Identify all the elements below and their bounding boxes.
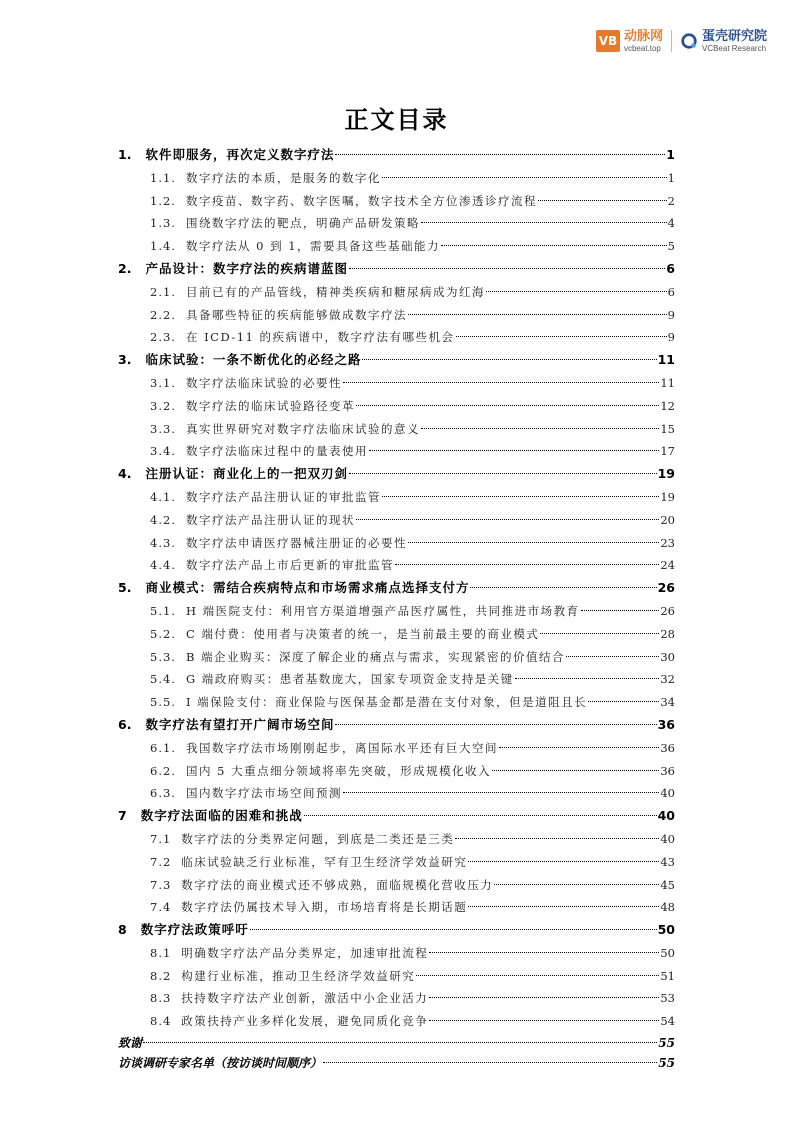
toc-leader-dots [581, 610, 660, 611]
toc-entry-title: B 端企业购买：深度了解企业的痛点与需求，实现紧密的价值结合 [185, 649, 566, 664]
toc-section[interactable] [118, 395, 675, 418]
research-logo-cn: 蛋壳研究院 [701, 28, 767, 44]
toc-entry-title: 软件即服务，再次定义数字疗法 [145, 147, 335, 162]
toc-chapter[interactable] [118, 577, 675, 600]
toc-entry-number: 7.2 [150, 854, 172, 869]
toc-leader-dots [395, 564, 659, 565]
toc-entry-number: 6.2. [150, 763, 176, 778]
toc-section[interactable] [118, 167, 675, 190]
toc-entry-title: 产品设计：数字疗法的疾病谱蓝图 [145, 260, 348, 276]
toc-entry-title: 数字疗法的本质，是服务的数字化 [185, 170, 381, 185]
toc-section[interactable] [118, 440, 675, 463]
toc-leader-dots [349, 268, 665, 269]
toc-entry-title: 具备哪些特征的疾病能够做成数字疗法 [185, 307, 407, 322]
toc-entry-number: 5.5. [150, 695, 176, 710]
toc-entry-number: 2. [118, 260, 132, 276]
toc-leader-dots [421, 428, 659, 429]
table-of-contents [118, 144, 675, 1073]
toc-page-number: 36 [660, 740, 675, 755]
toc-entry-number: 2.1. [150, 284, 176, 299]
toc-section[interactable] [118, 212, 675, 235]
toc-chapter[interactable] [118, 144, 675, 167]
toc-chapter[interactable] [118, 463, 675, 486]
toc-entry-number: 1.3. [150, 216, 176, 231]
toc-chapter[interactable] [118, 714, 675, 737]
toc-page-number: 19 [657, 466, 675, 482]
toc-entry-title: 访谈调研专家名单（按访谈时间顺序） [118, 1056, 323, 1071]
toc-leader-dots [429, 952, 659, 953]
toc-entry-title: 扶持数字疗法产业创新，激活中小企业活力 [181, 991, 429, 1006]
toc-page-number: 1 [666, 147, 675, 162]
toc-leader-dots [250, 929, 657, 930]
toc-page-number: 43 [660, 854, 675, 869]
toc-entry-number: 7.3 [150, 877, 172, 892]
toc-entry-number: 1.2. [150, 193, 176, 208]
toc-section[interactable] [118, 737, 675, 760]
toc-section[interactable] [118, 532, 675, 555]
toc-page-number: 50 [657, 922, 675, 938]
toc-appendix[interactable] [118, 1033, 675, 1053]
toc-page-number: 50 [660, 945, 675, 960]
toc-leader-dots [566, 656, 659, 657]
toc-page-number: 19 [660, 489, 675, 504]
toc-entry-number: 3. [118, 352, 132, 368]
toc-page-number: 20 [660, 512, 675, 527]
toc-page-number: 11 [660, 375, 675, 390]
toc-entry-title: 致谢 [118, 1036, 143, 1051]
toc-entry-title: 临床试验缺乏行业标准，罕有卫生经济学效益研究 [181, 854, 468, 869]
toc-page-number: 28 [660, 626, 675, 641]
toc-entry-title: 数字疗法的商业模式还不够成熟，面临规模化营收压力 [181, 877, 494, 892]
toc-page-number: 34 [660, 695, 675, 710]
toc-entry-title: 数字疗法临床试验的必要性 [185, 375, 342, 390]
toc-page-number: 30 [660, 649, 675, 664]
toc-section[interactable] [118, 782, 675, 805]
toc-entry-number: 5.3. [150, 649, 176, 664]
toc-leader-dots [456, 336, 667, 337]
toc-leader-dots [343, 382, 659, 383]
toc-page-number: 55 [658, 1036, 675, 1051]
toc-leader-dots [499, 747, 659, 748]
toc-entry-number: 5. [118, 580, 132, 596]
toc-leader-dots [143, 1042, 657, 1043]
toc-entry-number: 1.1. [150, 170, 176, 185]
toc-leader-dots [492, 770, 659, 771]
toc-entry-title: 数字疗法面临的困难和挑战 [140, 808, 303, 824]
toc-leader-dots [323, 1062, 657, 1063]
toc-leader-dots [416, 975, 659, 976]
toc-page-number: 48 [660, 900, 675, 915]
toc-entry-number: 2.3. [150, 330, 176, 345]
toc-entry-number: 7 [118, 808, 127, 824]
toc-leader-dots [588, 701, 659, 702]
toc-page-number: 45 [660, 877, 675, 892]
toc-entry-title: 在 ICD-11 的疾病谱中，数字疗法有哪些机会 [185, 330, 455, 345]
toc-entry-number: 8.3 [150, 991, 172, 1006]
toc-entry-number: 3.1. [150, 375, 176, 390]
toc-entry-title: 数字疗法的分类界定问题，到底是二类还是三类 [181, 831, 455, 846]
toc-section[interactable] [118, 987, 675, 1010]
toc-entry-title: 目前已有的产品管线，精神类疾病和糖尿病成为红海 [185, 284, 485, 299]
toc-entry-title: 数字疗法仍属技术导入期，市场培育将是长期话题 [181, 900, 468, 915]
toc-leader-dots [468, 906, 659, 907]
vcbeat-logo-en: vcbeat.top [623, 43, 661, 53]
vcbeat-logo-cn: 动脉网 [623, 28, 663, 44]
logo-divider [671, 30, 672, 52]
toc-section[interactable] [118, 418, 675, 441]
toc-leader-dots [382, 177, 667, 178]
toc-leader-dots [335, 154, 665, 155]
toc-entry-title: 数字疗法申请医疗器械注册证的必要性 [185, 535, 407, 550]
toc-page-number: 32 [660, 672, 675, 687]
toc-entry-title: H 端医院支付：利用官方渠道增强产品医疗属性，共同推进市场教育 [185, 603, 580, 618]
toc-leader-dots [538, 200, 667, 201]
toc-leader-dots [382, 496, 659, 497]
toc-section[interactable] [118, 691, 675, 714]
toc-section[interactable] [118, 760, 675, 783]
toc-entry-title: 数字疗法从 0 到 1，需要具备这些基础能力 [185, 239, 441, 254]
toc-leader-dots [408, 314, 667, 315]
toc-entry-title: 数字疫苗、数字药、数字医嘱，数字技术全方位渗透诊疗流程 [185, 193, 537, 208]
toc-page-number: 54 [660, 1014, 675, 1029]
toc-entry-title: 政策扶持产业多样化发展，避免同质化竞争 [181, 1014, 429, 1029]
toc-leader-dots [429, 997, 659, 998]
toc-entry-title: 数字疗法产品上市后更新的审批监管 [185, 558, 394, 573]
toc-page-number: 55 [658, 1056, 675, 1071]
toc-section[interactable] [118, 646, 675, 669]
toc-chapter[interactable] [118, 258, 675, 281]
page-title: 正文目录 [344, 105, 449, 134]
toc-section[interactable] [118, 623, 675, 646]
toc-section[interactable] [118, 326, 675, 349]
toc-section[interactable] [118, 668, 675, 691]
toc-entry-number: 6.3. [150, 786, 176, 801]
toc-leader-dots [408, 542, 659, 543]
toc-page-number: 40 [660, 831, 675, 846]
toc-chapter[interactable] [118, 349, 675, 372]
toc-section[interactable] [118, 190, 675, 213]
toc-section[interactable] [118, 851, 675, 874]
toc-leader-dots [486, 291, 667, 292]
toc-entry-title: 数字疗法临床过程中的量表使用 [185, 444, 368, 459]
toc-leader-dots [429, 1020, 659, 1021]
toc-page-number: 53 [660, 991, 675, 1006]
toc-entry-title: 数字疗法政策呼吁 [140, 922, 249, 938]
vcbeat-logo [596, 30, 663, 53]
toc-leader-dots [468, 861, 659, 862]
toc-leader-dots [441, 245, 667, 246]
toc-entry-number: 5.2. [150, 626, 176, 641]
toc-entry-number: 8 [118, 922, 127, 938]
toc-appendix[interactable] [118, 1053, 675, 1073]
toc-entry-title: 注册认证：商业化上的一把双刃剑 [145, 466, 348, 482]
toc-section[interactable] [118, 1010, 675, 1033]
toc-page-number: 9 [667, 307, 675, 322]
toc-entry-title: 明确数字疗法产品分类界定，加速审批流程 [181, 945, 429, 960]
toc-page-number: 36 [660, 763, 675, 778]
toc-entry-number: 3.4. [150, 444, 176, 459]
toc-page-number: 40 [657, 808, 675, 824]
vb-logo-icon: VB [596, 30, 620, 52]
toc-leader-dots [470, 587, 656, 588]
toc-page-number: 4 [667, 216, 675, 231]
toc-entry-number: 4.3. [150, 535, 176, 550]
toc-leader-dots [356, 519, 659, 520]
toc-page-number: 6 [666, 260, 675, 276]
toc-page-number: 1 [667, 170, 675, 185]
header-logos [596, 26, 767, 56]
toc-entry-title: G 端政府购买：患者基数庞大，国家专项资金支持是关键 [185, 672, 514, 687]
toc-entry-number: 6.1. [150, 740, 176, 755]
toc-section[interactable] [118, 874, 675, 897]
toc-chapter[interactable] [118, 919, 675, 942]
toc-section[interactable] [118, 235, 675, 258]
toc-section[interactable] [118, 600, 675, 623]
toc-page-number: 9 [667, 330, 675, 345]
toc-entry-number: 3.3. [150, 421, 176, 436]
toc-leader-dots [304, 815, 657, 816]
toc-leader-dots [362, 359, 656, 360]
toc-entry-title: C 端付费：使用者与决策者的统一，是当前最主要的商业模式 [185, 626, 540, 641]
toc-page-number: 6 [667, 284, 675, 299]
toc-entry-title: 国内 5 大重点细分领域将率先突破，形成规模化收入 [185, 763, 492, 778]
toc-leader-dots [494, 884, 659, 885]
toc-page-number: 12 [660, 398, 675, 413]
toc-section[interactable] [118, 281, 675, 304]
toc-entry-number: 3.2. [150, 398, 176, 413]
toc-entry-number: 6. [118, 716, 132, 732]
toc-entry-title: 我国数字疗法市场刚刚起步，离国际水平还有巨大空间 [185, 740, 498, 755]
toc-leader-dots [421, 222, 667, 223]
toc-entry-title: I 端保险支付：商业保险与医保基金都是潜在支付对象，但是道阻且长 [185, 695, 588, 710]
toc-entry-number: 7.4 [150, 900, 172, 915]
toc-page-number: 23 [660, 535, 675, 550]
toc-entry-title: 商业模式：需结合疾病特点和市场需求痛点选择支付方 [145, 580, 470, 596]
toc-section[interactable] [118, 942, 675, 965]
toc-leader-dots [540, 633, 659, 634]
toc-page-number: 24 [660, 558, 675, 573]
toc-entry-number: 7.1 [150, 831, 172, 846]
toc-page-number: 36 [657, 716, 675, 732]
toc-entry-number: 4.4. [150, 558, 176, 573]
egg-logo-icon [680, 32, 698, 50]
toc-leader-dots [335, 724, 656, 725]
vcbeat-research-logo [680, 30, 767, 53]
toc-entry-title: 真实世界研究对数字疗法临床试验的意义 [185, 421, 420, 436]
toc-leader-dots [343, 792, 659, 793]
toc-leader-dots [349, 473, 657, 474]
toc-entry-number: 5.1. [150, 603, 176, 618]
toc-page-number: 26 [660, 603, 675, 618]
toc-section[interactable] [118, 965, 675, 988]
toc-entry-number: 8.1 [150, 945, 172, 960]
toc-entry-title: 数字疗法有望打开广阔市场空间 [145, 716, 335, 732]
toc-entry-number: 8.2 [150, 968, 172, 983]
toc-leader-dots [369, 450, 659, 451]
toc-entry-title: 构建行业标准，推动卫生经济学效益研究 [181, 968, 416, 983]
toc-leader-dots [356, 405, 659, 406]
research-logo-en: VCBeat Research [701, 43, 767, 53]
toc-section[interactable] [118, 554, 675, 577]
toc-page-number: 26 [657, 580, 675, 596]
toc-entry-number: 1. [118, 147, 132, 162]
toc-section[interactable] [118, 372, 675, 395]
toc-entry-number: 4.1. [150, 489, 176, 504]
toc-entry-number: 4.2. [150, 512, 176, 527]
toc-leader-dots [455, 838, 659, 839]
toc-page-number: 2 [667, 193, 675, 208]
toc-entry-title: 数字疗法产品注册认证的审批监管 [185, 489, 381, 504]
toc-chapter[interactable] [118, 805, 675, 828]
toc-entry-title: 数字疗法的临床试验路径变革 [185, 398, 355, 413]
toc-leader-dots [515, 678, 660, 679]
toc-page-number: 11 [657, 352, 675, 368]
toc-entry-title: 围绕数字疗法的靶点，明确产品研发策略 [185, 216, 420, 231]
toc-entry-number: 5.4. [150, 672, 176, 687]
toc-entry-title: 临床试验：一条不断优化的必经之路 [145, 352, 362, 368]
toc-page-number: 15 [660, 421, 675, 436]
toc-page-number: 5 [667, 239, 675, 254]
toc-section[interactable] [118, 828, 675, 851]
toc-entry-number: 1.4. [150, 239, 176, 254]
toc-section[interactable] [118, 896, 675, 919]
toc-entry-number: 4. [118, 466, 132, 482]
toc-entry-title: 数字疗法产品注册认证的现状 [185, 512, 355, 527]
toc-entry-title: 国内数字疗法市场空间预测 [185, 786, 342, 801]
toc-page-number: 40 [660, 786, 675, 801]
toc-page-number: 17 [660, 444, 675, 459]
toc-page-number: 51 [660, 968, 675, 983]
toc-section[interactable] [118, 486, 675, 509]
toc-section[interactable] [118, 509, 675, 532]
toc-entry-number: 8.4 [150, 1014, 172, 1029]
toc-section[interactable] [118, 304, 675, 327]
toc-entry-number: 2.2. [150, 307, 176, 322]
